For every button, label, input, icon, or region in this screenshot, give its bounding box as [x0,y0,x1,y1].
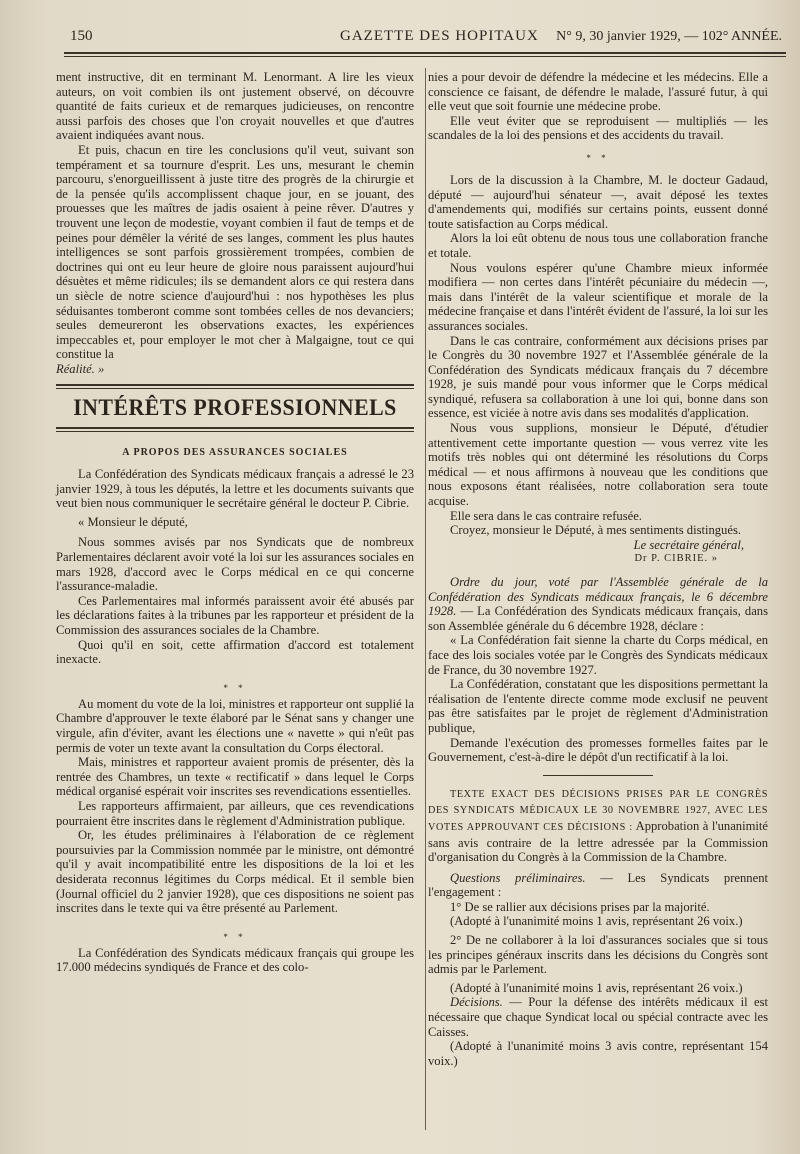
divider [56,427,414,432]
paragraph: Nous voulons espérer qu'une Chambre mieux informée modifiera — non certes dans l'intérêt pécuniaire du médecin —, mais dans l'intérêt de la valeur scientifique et morale de la médecine française et dans l'intérêt évident de l'assuré, la loi sur les assurances sociales. [428,260,768,333]
paragraph: Quoi qu'il en soit, cette affirmation d'accord est totalement inexacte. [56,637,414,667]
column-divider [425,68,426,1130]
questions-block [428,871,768,900]
right-column [428,70,768,1068]
paragraph: Mais, ministres et rapporteur avaient promis de présenter, dès la rentrée des Chambres, un texte « rectificatif » dans lequel le Corps médical organisé espérait voir inscrites ses revendications essentielles. [56,755,414,799]
section-stars: * * [223,682,247,693]
paragraph: Demande l'exécution des promesses formelles faites par le Gouvernement, c'est-à-dire le dépôt d'un rectificatif à la loi. [428,735,768,765]
texte-exact-block [428,786,768,865]
vote-note: (Adopté à l'unanimité moins 3 avis contre, représentant 154 voix.) [428,1039,768,1068]
article-subheading: A PROPOS DES ASSURANCES SOCIALES [122,447,348,459]
divider [543,775,653,776]
paragraph: Croyez, monsieur le Député, à mes sentiments distingués. [450,523,741,538]
texte-exact-body: Approbation à l'unanimité sans avis contraire de la lettre adressée par la Commission d'organisation du Congrès à la Commission de la Chambre. [428,818,768,865]
divider [56,384,414,389]
section-heading: INTÉRÊTS PROFESSIONNELS [73,395,397,421]
section-band [56,384,414,432]
questions-text: — Les Syndicats prennent l'engagement : [428,870,768,900]
decisions-block [428,995,768,1039]
section-stars: * * [586,152,610,163]
ordre-du-jour-title: Ordre du jour, voté par l'Assemblée générale de la Confédération des Syndicats médicaux français, le 6 décembre 1928. [428,575,768,619]
list-item: 1° De se rallier aux décisions prises par la majorité. [450,899,710,914]
journal-title: GAZETTE DES HOPITAUX [340,28,539,44]
paragraph: Lors de la discussion à la Chambre, M. le docteur Gadaud, député — aujourd'hui sénateur —, avait déposé les textes d'amendements qui, modifiés sur certains points, eussent donné toute satisfaction au Corps médical. [428,172,768,231]
paragraph: Les rapporteurs affirmaient, par ailleurs, que ces revendications pourraient être inscrites dans le règlement d'Administration publique. [56,798,414,828]
section-stars: * * [223,931,247,942]
page-number: 150 [70,28,93,44]
texte-exact-heading: TEXTE EXACT DES DÉCISIONS PRISES PAR LE CONGRÈS DES SYNDICATS MÉDICAUX LE 30 NOVEMBRE 1927, AVEC LES VOTES APPROUVANT CES DÉCISIONS : [428,788,768,833]
page-header [70,26,782,52]
paragraph: La Confédération des Syndicats médicaux français a adressé le 23 janvier 1929, à tous les députés, la lettre et les documents suivants que veut bien nous communiquer le secrétaire général le docteur P. Cibrie. [56,467,414,511]
signature-title: Le secrétaire général, [633,537,744,552]
paragraph: Dans le cas contraire, conformément aux décisions prises par le Congrès du 30 novembre 1927 et l'Assemblée générale de la Confédération des Syndicats médicaux français du 7 décembre 1928, je suis mandé pour vous informer que le Corps médical syndiqué, refusera sa collaboration à une loi qui, bonne dans son essence, est viciée à notre avis dans ses modalités d'application. [428,333,768,421]
left-column [56,70,414,975]
paragraph: La Confédération des Syndicats médicaux français qui groupe les 17.000 médecins syndiqués de France et des colo- [56,945,414,975]
salutation: « Monsieur le député, [78,514,188,529]
decisions-text: — Pour la défense des intérêts médicaux il est nécessaire que chaque Syndicat local ou spécial contracte avec les Caisses. [428,995,768,1039]
paragraph: Ces Parlementaires mal informés paraissent avoir été abusés par les déclarations faites à la tribunes par les rapporteur et président de la Commission des assurances sociales de la Chambre. [56,593,414,637]
paragraph: Elle veut éviter que se reproduisent — multipliés — les scandales de la loi des pensions et des accidents du travail. [428,113,768,143]
paragraph: « La Confédération fait sienne la charte du Corps médical, en face des lois sociales votée par le Congrès des Syndicats médicaux de France, du 30 novembre 1927. [428,633,768,677]
decisions-label: Décisions. [450,995,503,1010]
vote-note: (Adopté à l'unanimité moins 1 avis, représentant 26 voix.) [450,980,743,995]
list-item: 2° De ne collaborer à la loi d'assurances sociales que si tous les principes généraux inscrits dans les décisions du Congrès sont admis par le Parlement. [428,933,768,977]
paragraph: Et puis, chacun en tire les conclusions qu'il veut, suivant son tempérament et sa tournure d'esprit. Les uns, mesurant le chemin parcouru, s'enorgueillissent à juste titre des progrès de la chirurgie et de la pensée qu'ils accomplissent chaque jour, en se jouant, des prouesses que les maîtres de jadis osaient à peine rêver. D'autres y trouvent une leçon de modestie, voyant combien il faut de temps et de peines pour démêler la vérité de ses langes, comment les plus hautes intelligences se sont parfois grossièrement trompées, combien de doctrines qui ont eu leur heure de gloire nous paraissent aujourd'hui désuètes et même ridicules; ils se demandent alors ce qui restera dans un siècle de notre science d'aujourd'hui : nos hypothèses les plus séduisantes tomberont comme sont tombées celles de nos devanciers; seules demeureront les observations exactes, les expériences impeccables et, pour employer le mot cher à Malgaigne, tout ce qui constitue la [56,142,414,362]
paragraph: Au moment du vote de la loi, ministres et rapporteur ont supplié la Chambre d'approuver le texte élaboré par le Sénat sans y changer une virgule, afin d'éviter, avant les élections une « navette » qui n'eût pas permis de voter un texte avant la consultation du Corps électoral. [56,696,414,755]
paragraph: Elle sera dans le cas contraire refusée. [450,508,642,523]
paragraph: Alors la loi eût obtenu de nous tous une collaboration franche et totale. [428,231,768,260]
questions-label: Questions préliminaires. [450,870,586,885]
signature-name: Dr P. CIBRIE. » [634,553,718,565]
paragraph: Nous sommes avisés par nos Syndicats que de nombreux Parlementaires déclarent avoir voté la loi sur les assurances sociales en mars 1928, d'accord avec le Corps médical en ce qui concerne l'assurance-maladie. [56,535,414,594]
ordre-du-jour-block [428,575,768,633]
ordre-du-jour-lead: — La Confédération des Syndicats médicaux français, dans son Assemblée générale du 6 décembre 1928, déclare : [428,604,768,633]
paragraph-ending: Réalité. » [56,361,105,376]
paragraph: Nous vous supplions, monsieur le Député, d'étudier attentivement cette importante question — vous verrez vite les motifs très nobles qui ont déterminé les résolutions du Corps médical — et nous affirmons à nouveau que les conditions que nous exposons étant réalisées, notre collaboration sera toute acquise. [428,421,768,509]
paragraph: nies a pour devoir de défendre la médecine et les médecins. Elle a conscience ce faisant, de défendre le malade, l'assuré futur, à qui elle veut que soit fournie une médecine probe. [428,70,768,114]
paragraph: La Confédération, constatant que les dispositions permettant la réalisation de l'entente directe comme mode exclusif ne peuvent pas être satisfaites par le projet de règlement d'Administration publique, [428,677,768,735]
header-rule [64,52,786,57]
vote-note: (Adopté à l'unanimité moins 1 avis, représentant 26 voix.) [450,914,743,929]
paragraph: Or, les études préliminaires à l'élaboration de ce règlement poursuivies par la Commission nommée par le ministre, ont démontré qu'il y avait incompatibilité entre les dispositions de la loi et les desiderata reconnus légitimes du Corps médical. Et il semble bien (Journal officiel du 2 janvier 1928), que ces dispositions ne soient pas inscrites dans le texte qui va être présenté au Parlement. [56,828,414,916]
issue-date: N° 9, 30 janvier 1929, — 102° ANNÉE. [556,29,782,44]
paragraph: ment instructive, dit en terminant M. Lenormant. A lire les vieux auteurs, on voit combien ils ont justement observé, on découvre quantité de faits curieux et de remarques judicieuses, on rencontre aussi parfois des choses que l'on croyait nouvelles et que d'autres avaient indiquées avant nous. [56,70,414,143]
